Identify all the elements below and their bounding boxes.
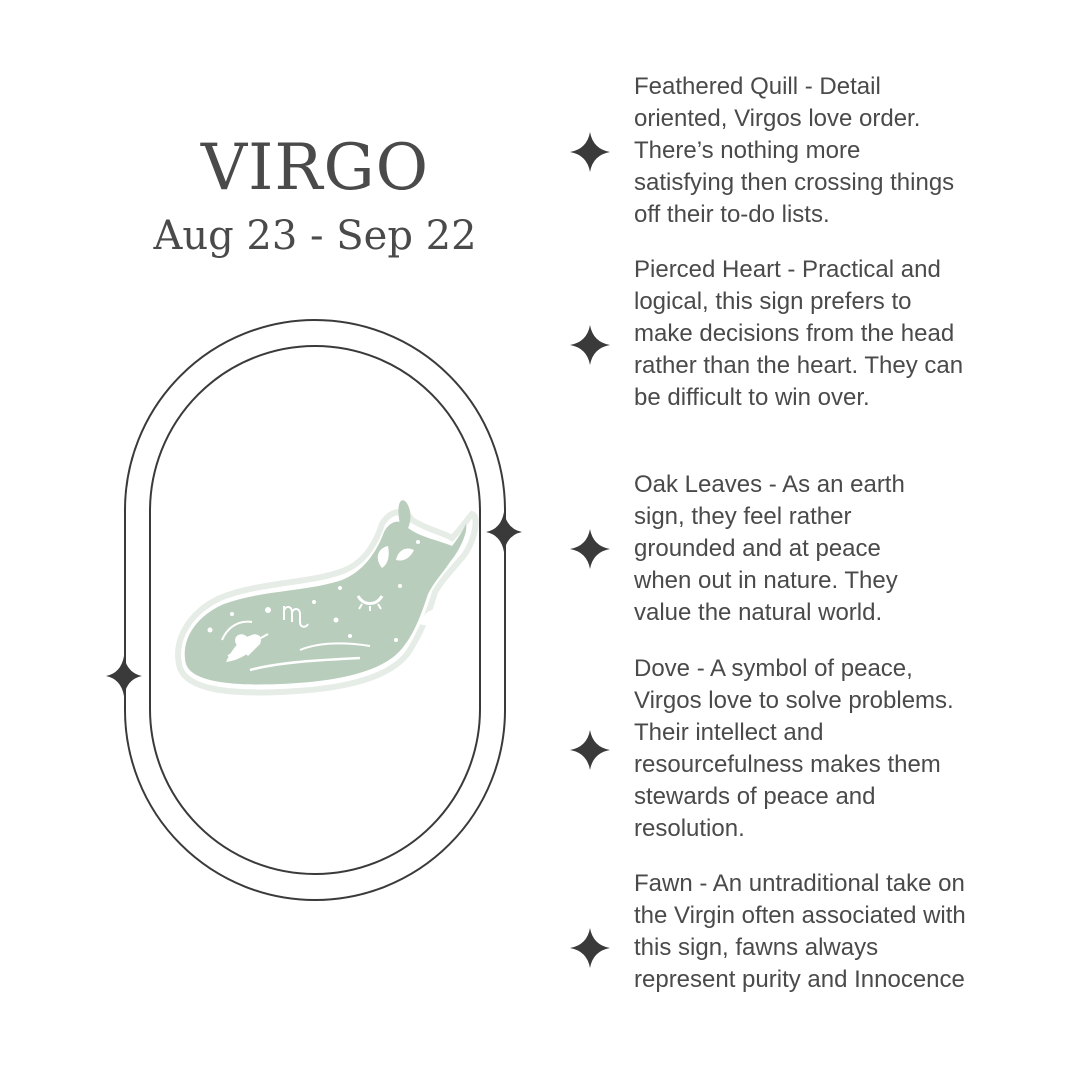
sparkle-icon <box>486 512 522 552</box>
symbol-description-dove: Dove - A symbol of peace, Virgos love to solve problems. Their intellect and resourcefulness makes them stewards of peace and resolution. <box>634 655 954 842</box>
sign-title: VIRGO <box>200 131 430 205</box>
symbol-description-heart: Pierced Heart - Practical and logical, this sign prefers to make decisions from the head rather than the heart. They can be difficult to win over. <box>634 256 964 411</box>
fawn-illustration <box>178 500 475 692</box>
symbol-description-oak-leaves: Oak Leaves - As an earth sign, they feel rather grounded and at peace when out in nature. They value the natural world. <box>634 471 905 626</box>
sparkle-icon <box>570 730 610 770</box>
sparkle-icon <box>570 928 610 968</box>
symbol-description-fawn: Fawn - An untraditional take on the Virgin often associated with this sign, fawns always represent purity and Innocence <box>634 870 966 993</box>
sparkle-icon <box>570 529 610 569</box>
sparkle-icon <box>106 656 142 696</box>
arch-frame <box>100 310 520 910</box>
sparkle-icon <box>570 132 610 172</box>
symbol-description-quill: Feathered Quill - Detail oriented, Virgos love order. There’s nothing more satisfying then crossing things off their to-do lists. <box>634 73 955 228</box>
sign-dates: Aug 23 - Sep 22 <box>153 213 477 259</box>
sparkle-icon <box>570 325 610 365</box>
